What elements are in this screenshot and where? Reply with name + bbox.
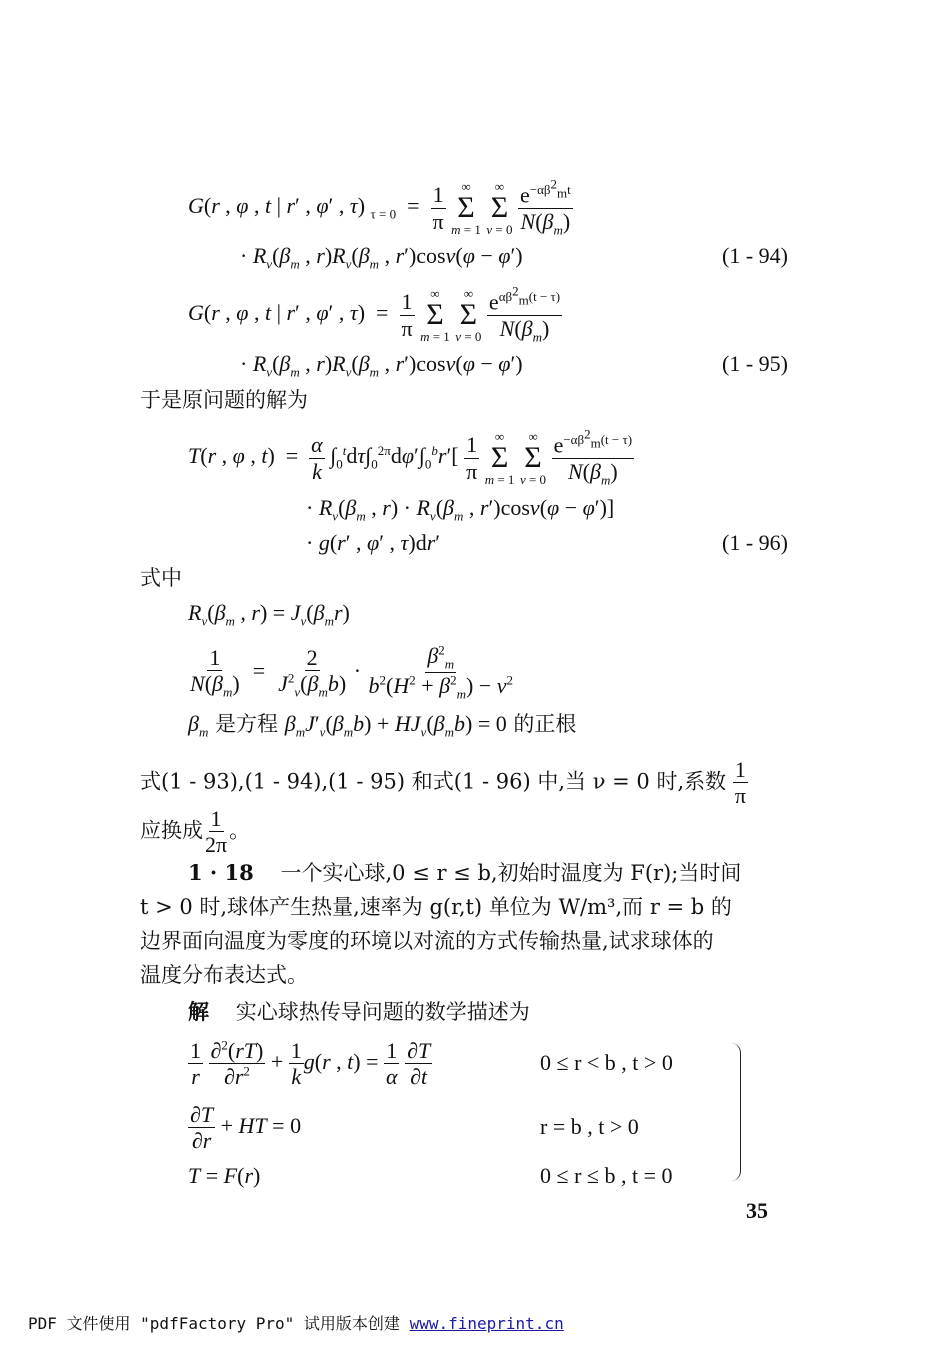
note-line-2-text: 应换成 bbox=[140, 818, 203, 843]
note-period: 。 bbox=[229, 818, 251, 843]
equation-1-94-line1: G(r , φ , t | r′ , φ′ , τ) $_{\tau = 0}$ = $\frac{1}{\pi}$ ∞ Σ m = 1 ∞ Σ ν = 0 $\frac{e^{-\alpha\beta^2_mt}}{N(\beta_m)}$ bbox=[188, 177, 571, 238]
pdf-footer bbox=[28, 1311, 564, 1334]
problem-paragraph-line3: 边界面向温度为零度的环境以对流的方式传输热量,试求球体的 bbox=[140, 929, 714, 953]
boundary-equation: $\frac{\partial T}{\partial r}$ + HT = 0 bbox=[190, 1102, 302, 1154]
initial-equation: T = F(r) bbox=[188, 1163, 261, 1188]
boundary-condition: r = b , t > 0 bbox=[540, 1114, 639, 1139]
initial-condition: 0 ≤ r ≤ b , t = 0 bbox=[540, 1163, 673, 1188]
problem-paragraph-line1 bbox=[188, 856, 741, 890]
footer-text: PDF 文件使用 "pdfFactory Pro" 试用版本创建 bbox=[28, 1314, 400, 1333]
pde-equation: $\frac{1}{r}$ $\frac{\partial^2(rT)}{\partial r^2}$ + $\frac{1}{k}$ g(r , t) = $\frac{1}{\alpha}$ $\frac{\partial T}{\partial t}$ bbox=[190, 1037, 431, 1090]
equation-label-1-96: (1 - 96) bbox=[722, 530, 788, 555]
problem-paragraph-line4: 温度分布表达式。 bbox=[140, 963, 308, 987]
beta-root-text: 是方程 bbox=[215, 712, 279, 736]
where-text: 式中 bbox=[140, 566, 182, 590]
beta-root-line: $\beta_m$ 是方程 $\beta_mJ'_\nu(\beta_mb) + HJ_\nu(\beta_mb) = 0$ 的正根 bbox=[188, 711, 577, 740]
equation-1-94-line2: · $R_\nu(\beta_m$ , $r)R_\nu(\beta_m$ , r′)cosν(φ − φ′) bbox=[240, 243, 523, 272]
problem-number: 1 · 18 bbox=[188, 860, 254, 885]
equation-1-96-line1: T(r , φ , t) = $\frac{\alpha}{k}$ $\int_0^td\tau\int_0^{2\pi}d\varphi'\int_0^br'$[ $\frac{1}{\pi}$ ∞ Σ m = 1 ∞ Σ ν = 0 $\frac{e^{-\alpha\beta^2_m(t - \tau)}}{N(\beta_m)}$ bbox=[188, 427, 633, 488]
equation-norm: $\frac{1}{N(\beta_m)}$ = $\frac{2}{J^2_\nu(\beta_mb)}$ · $\frac{\beta^2_m}{b^2(H^2 + \beta^2_m) - \nu^2}$ bbox=[190, 642, 514, 702]
solution-heading bbox=[188, 995, 530, 1029]
solution-desc: 实心球热传导问题的数学描述为 bbox=[235, 1000, 530, 1024]
problem-line1-text: 一个实心球,0 ≤ r ≤ b,初始时温度为 F(r);当时间 bbox=[280, 861, 742, 885]
note-line-1: 式(1 - 93),(1 - 94),(1 - 95) 和式(1 - 96) 中,当 ν = 0 时,系数 $\frac{1}{\pi}$ bbox=[140, 757, 746, 809]
note-line-2: 应换成 $\frac{1}{2\pi}$ 。 bbox=[140, 806, 251, 858]
footer-link[interactable]: www.fineprint.cn bbox=[409, 1314, 564, 1333]
equation-1-95-line1: G(r , φ , t | r′ , φ′ , τ) = $\frac{1}{\pi}$ ∞ Σ m = 1 ∞ Σ ν = 0 $\frac{e^{\alpha\beta^2_m(t - \tau)}}{N(\beta_m)}$ bbox=[188, 284, 561, 345]
solution-intro-text: 于是原问题的解为 bbox=[140, 388, 308, 412]
equation-r-nu: $R_\nu(\beta_m$ , $r) = J_\nu(\beta_mr)$ bbox=[188, 600, 350, 629]
equation-1-95-line2: · $R_\nu(\beta_m$ , $r)R_\nu(\beta_m$ , r′)cosν(φ − φ′) bbox=[240, 351, 523, 380]
equation-1-96-line3: · g(r′ , φ′ , τ)dr′ bbox=[306, 530, 441, 555]
solution-label: 解 bbox=[188, 999, 209, 1024]
pde-condition: 0 ≤ r < b , t > 0 bbox=[540, 1050, 673, 1075]
beta-root-tail-text: 的正根 bbox=[513, 712, 577, 736]
equation-label-1-95: (1 - 95) bbox=[722, 351, 788, 376]
page-number: 35 bbox=[746, 1198, 768, 1223]
equation-1-96-line2: · $R_\nu(\beta_m$ , $r) \cdot R_\nu(\beta_m$ , r′)cosν(φ − φ′)] bbox=[306, 495, 615, 524]
problem-paragraph-line2: t > 0 时,球体产生热量,速率为 g(r,t) 单位为 W/m³,而 r = b 的 bbox=[140, 895, 732, 919]
equation-label-1-94: (1 - 94) bbox=[722, 243, 788, 268]
system-brace bbox=[728, 1043, 741, 1181]
note-line-1-text: 式(1 - 93),(1 - 94),(1 - 95) 和式(1 - 96) 中,当 ν = 0 时,系数 bbox=[140, 769, 727, 794]
